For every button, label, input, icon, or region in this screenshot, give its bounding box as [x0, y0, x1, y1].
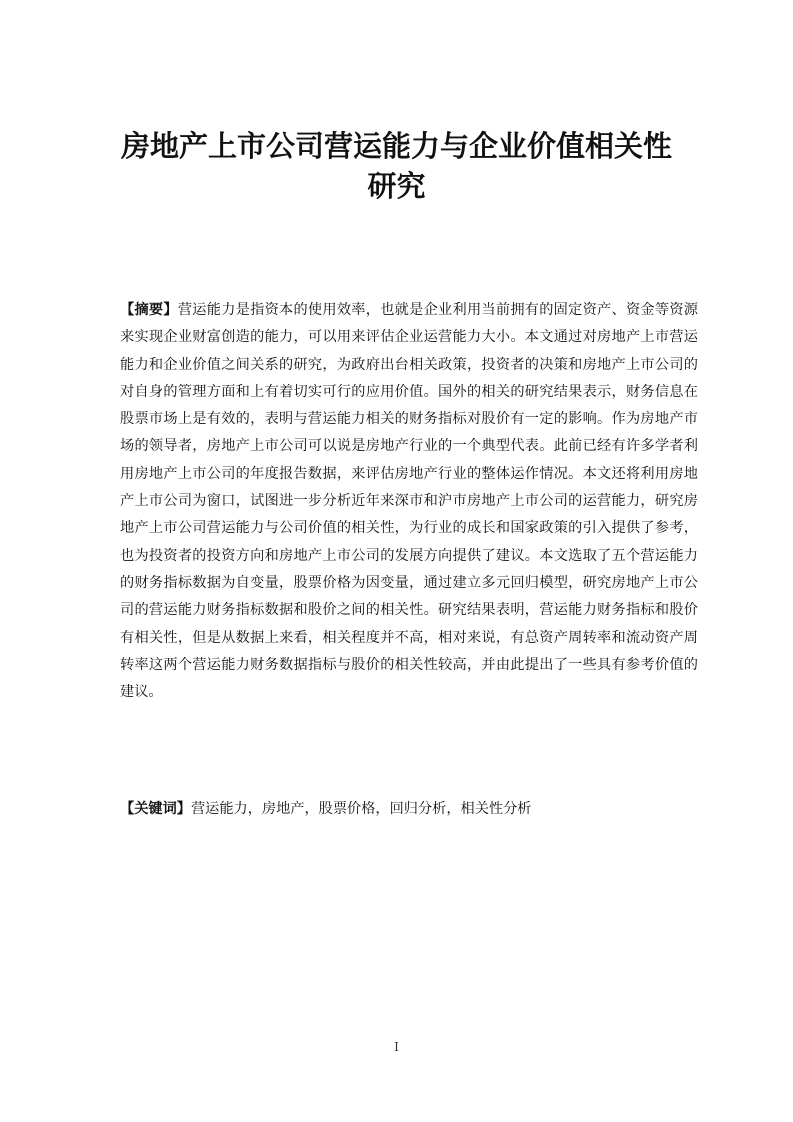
keywords-text: 营运能力，房地产，股票价格，回归分析，相关性分析	[190, 801, 532, 817]
keywords-label: 【关键词】	[120, 801, 191, 817]
document-title	[100, 126, 693, 206]
title-line-2: 研究	[367, 169, 426, 203]
page-number: I	[394, 1040, 399, 1054]
abstract-label: 【摘要】	[120, 302, 178, 318]
abstract-text: 营运能力是指资本的使用效率，也就是企业利用当前拥有的固定资产、资金等资源来实现企业财富创造的能力，可以用来评估企业运营能力大小。本文通过对房地产上市营运能力和企业价值之间关系的研究，为政府出台相关政策，投资者的决策和房地产上市公司的对自身的管理方面和上有着切实可行的应用价值。国外的相关的研究结果表示，财务信息在股票市场上是有效的，表明与营运能力相关的财务指标对股价有一定的影响。作为房地产市场的领导者，房地产上市公司可以说是房地产行业的一个典型代表。此前已经有许多学者利用房地产上市公司的年度报告数据，来评估房地产行业的整体运作情况。本文还将利用房地产上市公司为窗口，试图进一步分析近年来深市和沪市房地产上市公司的运营能力，研究房地产上市公司营运能力与公司价值的相关性，为行业的成长和国家政策的引入提供了参考，也为投资者的投资方向和房地产上市公司的发展方向提供了建议。本文选取了五个营运能力的财务指标数据为自变量，股票价格为因变量，通过建立多元回归模型，研究房地产上市公司的营运能力财务指标数据和股价之间的相关性。研究结果表明，营运能力财务指标和股价有相关性，但是从数据上来看，相关程度并不高，相对来说，有总资产周转率和流动资产周转率这两个营运能力财务数据指标与股价的相关性较高，并由此提出了一些具有参考价值的建议。	[120, 302, 698, 701]
abstract-paragraph	[120, 297, 698, 706]
keywords-paragraph	[120, 796, 698, 823]
title-line-1: 房地产上市公司营运能力与企业价值相关性	[120, 129, 672, 163]
